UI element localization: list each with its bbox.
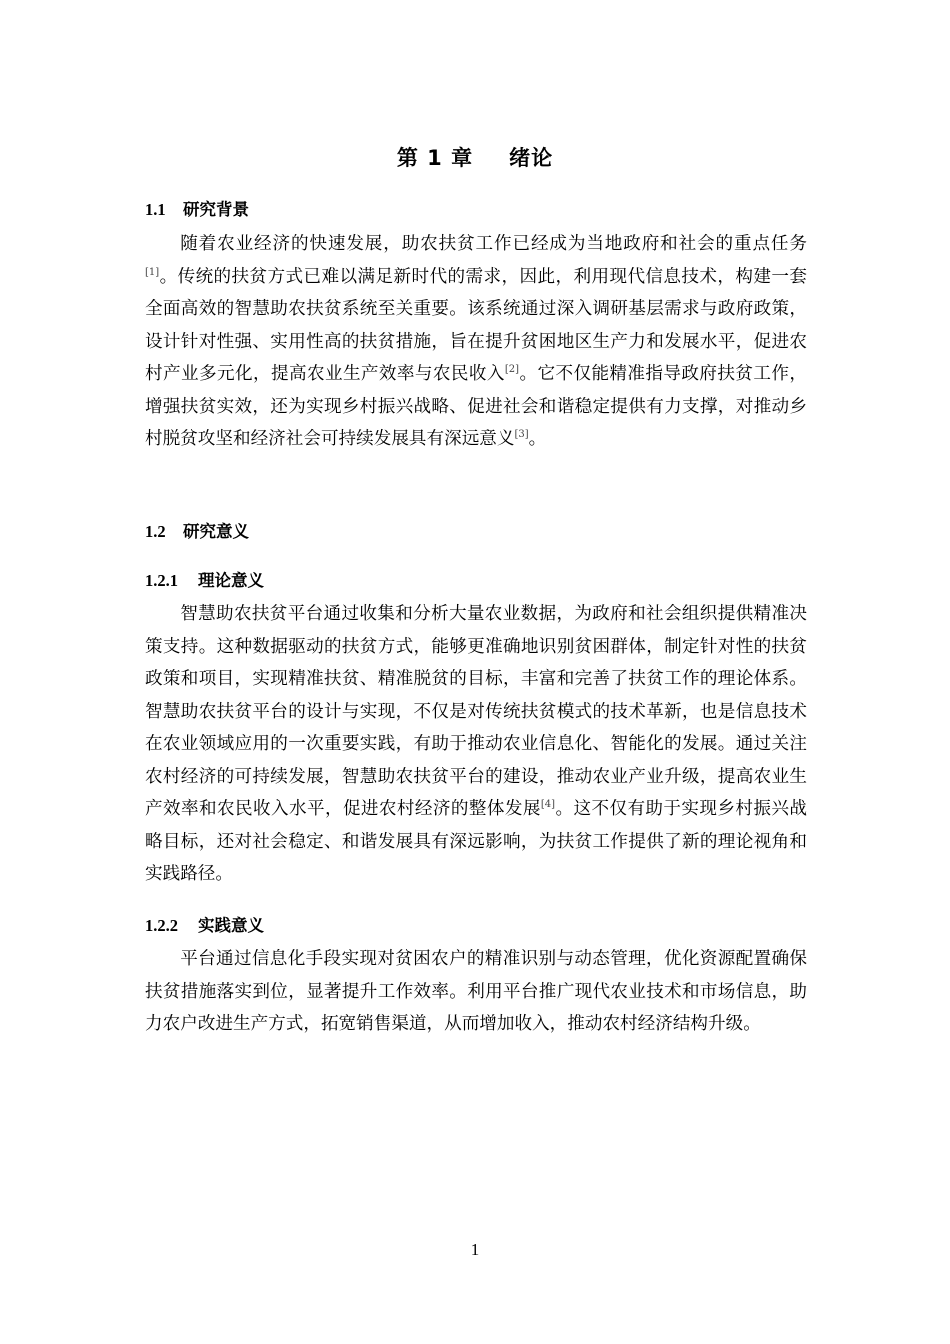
citation: [1]: [145, 266, 160, 278]
citation: [3]: [514, 429, 529, 441]
theory-paragraph: [145, 598, 807, 891]
section-heading-1-1: [145, 196, 249, 220]
paragraph-text: 智慧助农扶贫平台通过收集和分析大量农业数据，为政府和社会组织提供精准决策支持。这种数据驱动的扶贫方式，能够更准确地识别贫困群体，制定针对性的扶贫政策和项目，实现精准扶贫、精准脱贫的目标，丰富和完善了扶贫工作的理论体系。智慧助农扶贫平台的设计与实现，不仅是对传统扶贫模式的技术革新，也是信息技术在农业领域应用的一次重要实践，有助于推动农业信息化、智能化的发展。通过关注农村经济的可持续发展，智慧助农扶贫平台的建设，推动农业产业升级，提高农业生产效率和农民收入水平，促进农村经济的整体发展: [145, 604, 807, 819]
subsection-heading-1-2-1: [145, 567, 264, 591]
practice-paragraph: 平台通过信息化手段实现对贫困农户的精准识别与动态管理，优化资源配置确保扶贫措施落实到位，显著提升工作效率。利用平台推广现代农业技术和市场信息，助力农户改进生产方式，拓宽销售渠道，从而增加收入，推动农村经济结构升级。: [145, 949, 807, 1034]
paragraph-text: 。它不仅能精准指导政府扶贫工作，增强扶贫实效，还为实现乡村振兴战略、促进社会和谐稳定提供有力支撑，对推动乡村脱贫攻坚和经济社会可持续发展具有深远意义: [145, 364, 807, 449]
background-paragraph: [145, 228, 807, 456]
subsection-heading-1-2-2: [145, 912, 264, 936]
chapter-title: [0, 142, 950, 172]
paragraph-text: 。: [528, 429, 547, 449]
paragraph-text: 。传统的扶贫方式已难以满足新时代的需求，因此，利用现代信息技术，构建一套全面高效的智慧助农扶贫系统至关重要。该系统通过深入调研基层需求与政府政策，设计针对性强、实用性高的扶贫措施，旨在提升贫困地区生产力和发展水平，促进农村产业多元化，提高农业生产效率与农民收入: [145, 266, 807, 384]
section-heading-1-2: [145, 518, 249, 542]
subsection-title: 实践意义: [198, 916, 264, 935]
chapter-number: 第 1 章: [396, 146, 474, 170]
paragraph-text: 随着农业经济的快速发展，助农扶贫工作已经成为当地政府和社会的重点任务: [180, 234, 807, 254]
subsection-title: 理论意义: [198, 571, 264, 590]
section-title: 研究背景: [183, 200, 249, 219]
subsection-number: 1.2.2: [145, 916, 178, 935]
section-number: 1.2: [145, 522, 166, 541]
citation: [2]: [504, 364, 520, 376]
page-number: 1: [470, 1240, 480, 1259]
citation: [4]: [540, 799, 556, 811]
subsection-number: 1.2.1: [145, 571, 178, 590]
section-number: 1.1: [145, 200, 166, 219]
section-title: 研究意义: [183, 522, 249, 541]
paragraph-text: 。这不仅有助于实现乡村振兴战略目标，还对社会稳定、和谐发展具有深远影响，为扶贫工作提供了新的理论视角和实践路径。: [145, 799, 807, 884]
chapter-name: 绪论: [509, 146, 554, 170]
